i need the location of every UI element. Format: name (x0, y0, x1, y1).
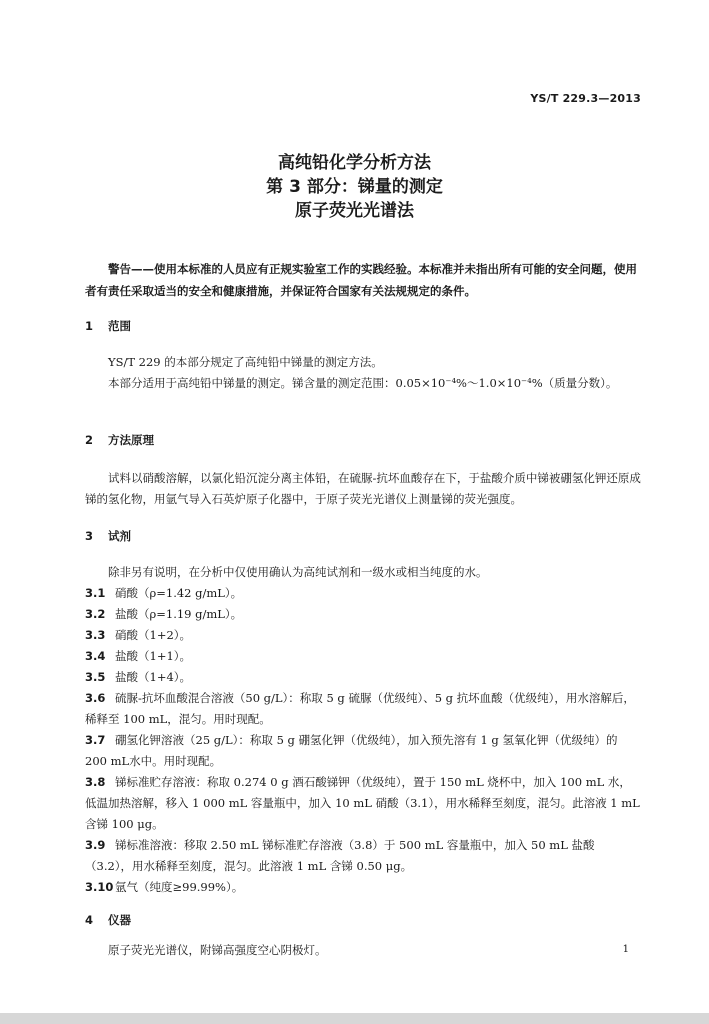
title-line-1: 高纯铅化学分析方法 (278, 153, 431, 173)
reagent-number: 3.2 (85, 607, 106, 621)
section-number: 4 (85, 913, 94, 927)
reagent-item (85, 772, 641, 835)
instrument-paragraph: 原子荧光光谱仪，附锑高强度空心阴极灯。 (108, 943, 327, 957)
reagent-text: 锑标准溶液：移取 2.50 mL 锑标准贮存溶液（3.8）于 500 mL 容量瓶中，加入 50 mL 盐酸（3.2），用水稀释至刻度，混匀。此溶液 1 mL 含锑 0.50 μg。 (85, 838, 595, 873)
reagent-text: 盐酸（1+1）。 (115, 649, 192, 663)
reagent-number: 3.6 (85, 691, 106, 705)
section-3-heading (85, 528, 131, 544)
section-4-heading (85, 912, 131, 928)
title-line-3: 原子荧光光谱法 (295, 201, 414, 221)
reagent-number: 3.5 (85, 670, 106, 684)
reagent-text: 盐酸（1+4）。 (115, 670, 192, 684)
reagent-item (85, 688, 641, 730)
scan-edge (0, 1013, 709, 1024)
section-number: 3 (85, 529, 94, 543)
reagent-item (85, 877, 641, 898)
reagent-item (85, 835, 641, 877)
reagent-text: 硝酸（1+2）。 (115, 628, 192, 642)
reagent-number: 3.9 (85, 838, 106, 852)
reagent-item (85, 667, 641, 688)
reagent-number: 3.4 (85, 649, 106, 663)
section-number: 2 (85, 433, 94, 447)
reagent-text: 氩气（纯度≥99.99%）。 (115, 880, 244, 894)
reagent-number: 3.8 (85, 775, 106, 789)
reagent-text: 硫脲-抗坏血酸混合溶液（50 g/L）：称取 5 g 硫脲（优级纯）、5 g 抗坏血酸（优级纯），用水溶解后，稀释至 100 mL，混匀。用时现配。 (85, 691, 635, 726)
principle-paragraph: 试料以硝酸溶解，以氯化铅沉淀分离主体铅，在硫脲-抗坏血酸存在下，于盐酸介质中锑被硼氢化钾还原成锑的氢化物，用氩气导入石英炉原子化器中，于原子荧光光谱仪上测量锑的荧光强度。 (85, 471, 641, 506)
section-title: 仪器 (108, 913, 131, 927)
reagent-number: 3.10 (85, 880, 114, 894)
title-line-2: 第 3 部分：锑量的测定 (266, 177, 443, 197)
section-1-heading (85, 318, 131, 334)
scope-paragraph-2: 本部分适用于高纯铅中锑量的测定。锑含量的测定范围：0.05×10⁻⁴%～1.0×10⁻⁴%（质量分数）。 (108, 376, 618, 390)
reagent-item (85, 730, 641, 772)
reagent-number: 3.7 (85, 733, 106, 747)
warning-paragraph: 警告——使用本标准的人员应有正规实验室工作的实践经验。本标准并未指出所有可能的安全问题，使用者有责任采取适当的安全和健康措施，并保证符合国家有关法规规定的条件。 (85, 262, 637, 298)
reagent-text: 硝酸（ρ=1.42 g/mL）。 (115, 586, 243, 600)
standard-code: YS/T 229.3—2013 (530, 92, 641, 105)
reagent-item (85, 583, 641, 604)
reagent-number: 3.3 (85, 628, 106, 642)
section-number: 1 (85, 319, 94, 333)
reagent-item (85, 604, 641, 625)
section-title: 试剂 (108, 529, 131, 543)
section-title: 方法原理 (108, 433, 154, 447)
section-2-heading (85, 432, 154, 448)
reagent-item (85, 646, 641, 667)
reagent-item (85, 625, 641, 646)
reagents-intro: 除非另有说明，在分析中仅使用确认为高纯试剂和一级水或相当纯度的水。 (108, 565, 488, 579)
reagent-number: 3.1 (85, 586, 106, 600)
reagent-text: 硼氢化钾溶液（25 g/L）：称取 5 g 硼氢化钾（优级纯），加入预先溶有 1 g 氢氧化钾（优级纯）的 200 mL水中。用时现配。 (85, 733, 618, 768)
page-number: 1 (622, 944, 629, 955)
section-title: 范围 (108, 319, 131, 333)
scope-paragraph-1: YS/T 229 的本部分规定了高纯铅中锑量的测定方法。 (108, 355, 383, 369)
reagent-text: 锑标准贮存溶液：称取 0.274 0 g 酒石酸锑钾（优级纯），置于 150 mL 烧杯中，加入 100 mL 水，低温加热溶解，移入 1 000 mL 容量瓶中，加入 10 mL 硝酸（3.1），用水稀释至刻度，混匀。此溶液 1 mL 含锑 100 μg。 (85, 775, 640, 831)
reagent-text: 盐酸（ρ=1.19 g/mL）。 (115, 607, 243, 621)
